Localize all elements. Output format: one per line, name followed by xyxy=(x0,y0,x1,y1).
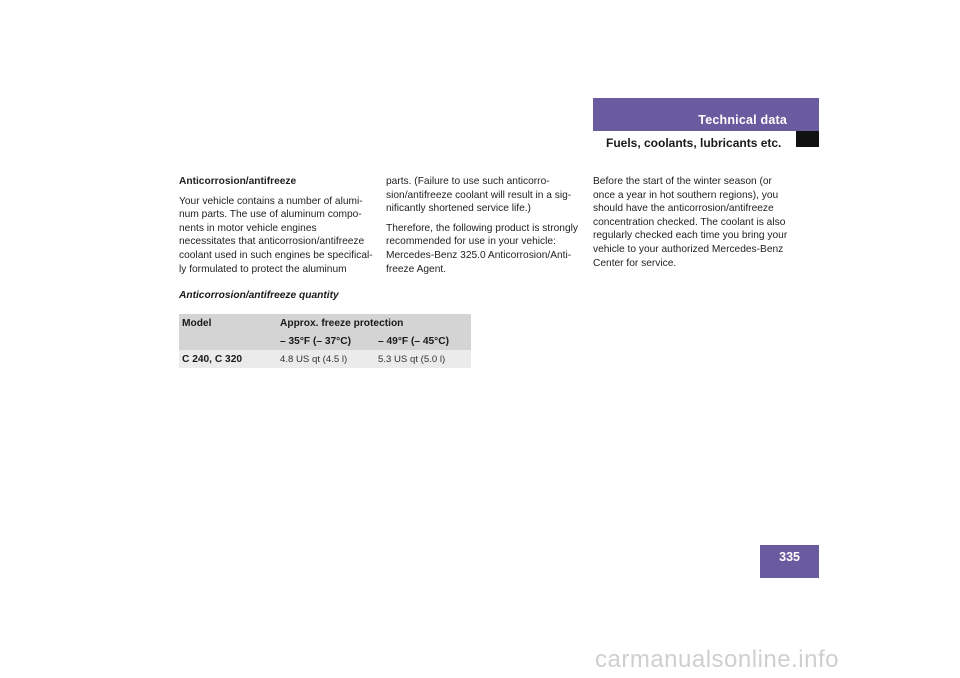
subheader-temp-2: – 49°F (– 45°C) xyxy=(375,332,471,350)
section-title: Technical data xyxy=(698,113,787,127)
watermark: carmanualsonline.info xyxy=(595,646,839,673)
text-line: recommended for use in your vehicle: xyxy=(386,236,556,248)
text-line: regularly checked each time you bring your xyxy=(593,230,788,242)
text-line: Center for service. xyxy=(593,257,677,269)
table-row xyxy=(179,350,471,368)
thumb-tab-marker xyxy=(796,131,819,147)
column-2 xyxy=(386,175,582,282)
text-line: once a year in hot southern regions), you xyxy=(593,189,779,201)
text-line: should have the anticorrosion/antifreeze xyxy=(593,203,774,215)
page-number-box xyxy=(760,545,819,578)
table-subheader-row xyxy=(179,332,471,350)
text-line: concentration checked. The coolant is also xyxy=(593,216,786,228)
column-2-paragraph-2 xyxy=(386,222,582,276)
text-line: freeze Agent. xyxy=(386,263,447,275)
header-model: Model xyxy=(179,314,277,332)
antifreeze-quantity-table xyxy=(179,314,471,368)
row-model: C 240, C 320 xyxy=(179,350,277,368)
header-empty-cell xyxy=(179,332,277,350)
text-line: Your vehicle contains a number of alumi- xyxy=(179,195,363,207)
page-number: 335 xyxy=(779,550,800,564)
column-1-paragraph xyxy=(179,195,375,277)
row-value-1: 4.8 US qt (4.5 l) xyxy=(277,350,375,368)
column-2-paragraph-1 xyxy=(386,175,582,216)
column-1 xyxy=(179,175,375,282)
column-3-paragraph xyxy=(593,175,789,270)
text-line: parts. (Failure to use such anticorro- xyxy=(386,176,550,187)
text-line: Mercedes-Benz 325.0 Anticorrosion/Anti- xyxy=(386,249,572,261)
text-line: vehicle to your authorized Mercedes-Benz xyxy=(593,243,784,255)
text-line: num parts. The use of aluminum compo- xyxy=(179,209,362,221)
section-heading: Anticorrosion/antifreeze xyxy=(179,176,297,187)
text-line: sion/antifreeze coolant will result in a sig- xyxy=(386,189,572,201)
section-header-band xyxy=(593,98,819,131)
table-caption: Anticorrosion/antifreeze quantity xyxy=(179,290,339,301)
header-freeze-protection: Approx. freeze protection xyxy=(277,314,471,332)
text-line: nificantly shortened service life.) xyxy=(386,203,531,215)
text-line: Therefore, the following product is strongly xyxy=(386,222,578,234)
text-line: ly formulated to protect the aluminum xyxy=(179,263,347,275)
subsection-title: Fuels, coolants, lubricants etc. xyxy=(606,136,782,150)
text-line: Before the start of the winter season (or xyxy=(593,176,772,187)
row-value-2: 5.3 US qt (5.0 l) xyxy=(375,350,471,368)
table-header-row xyxy=(179,314,471,332)
subheader-temp-1: – 35°F (– 37°C) xyxy=(277,332,375,350)
column-3 xyxy=(593,175,789,276)
text-line: necessitates that anticorrosion/antifreeze xyxy=(179,236,365,248)
text-line: nents in motor vehicle engines xyxy=(179,222,317,234)
text-line: coolant used in such engines be specifical- xyxy=(179,249,373,261)
